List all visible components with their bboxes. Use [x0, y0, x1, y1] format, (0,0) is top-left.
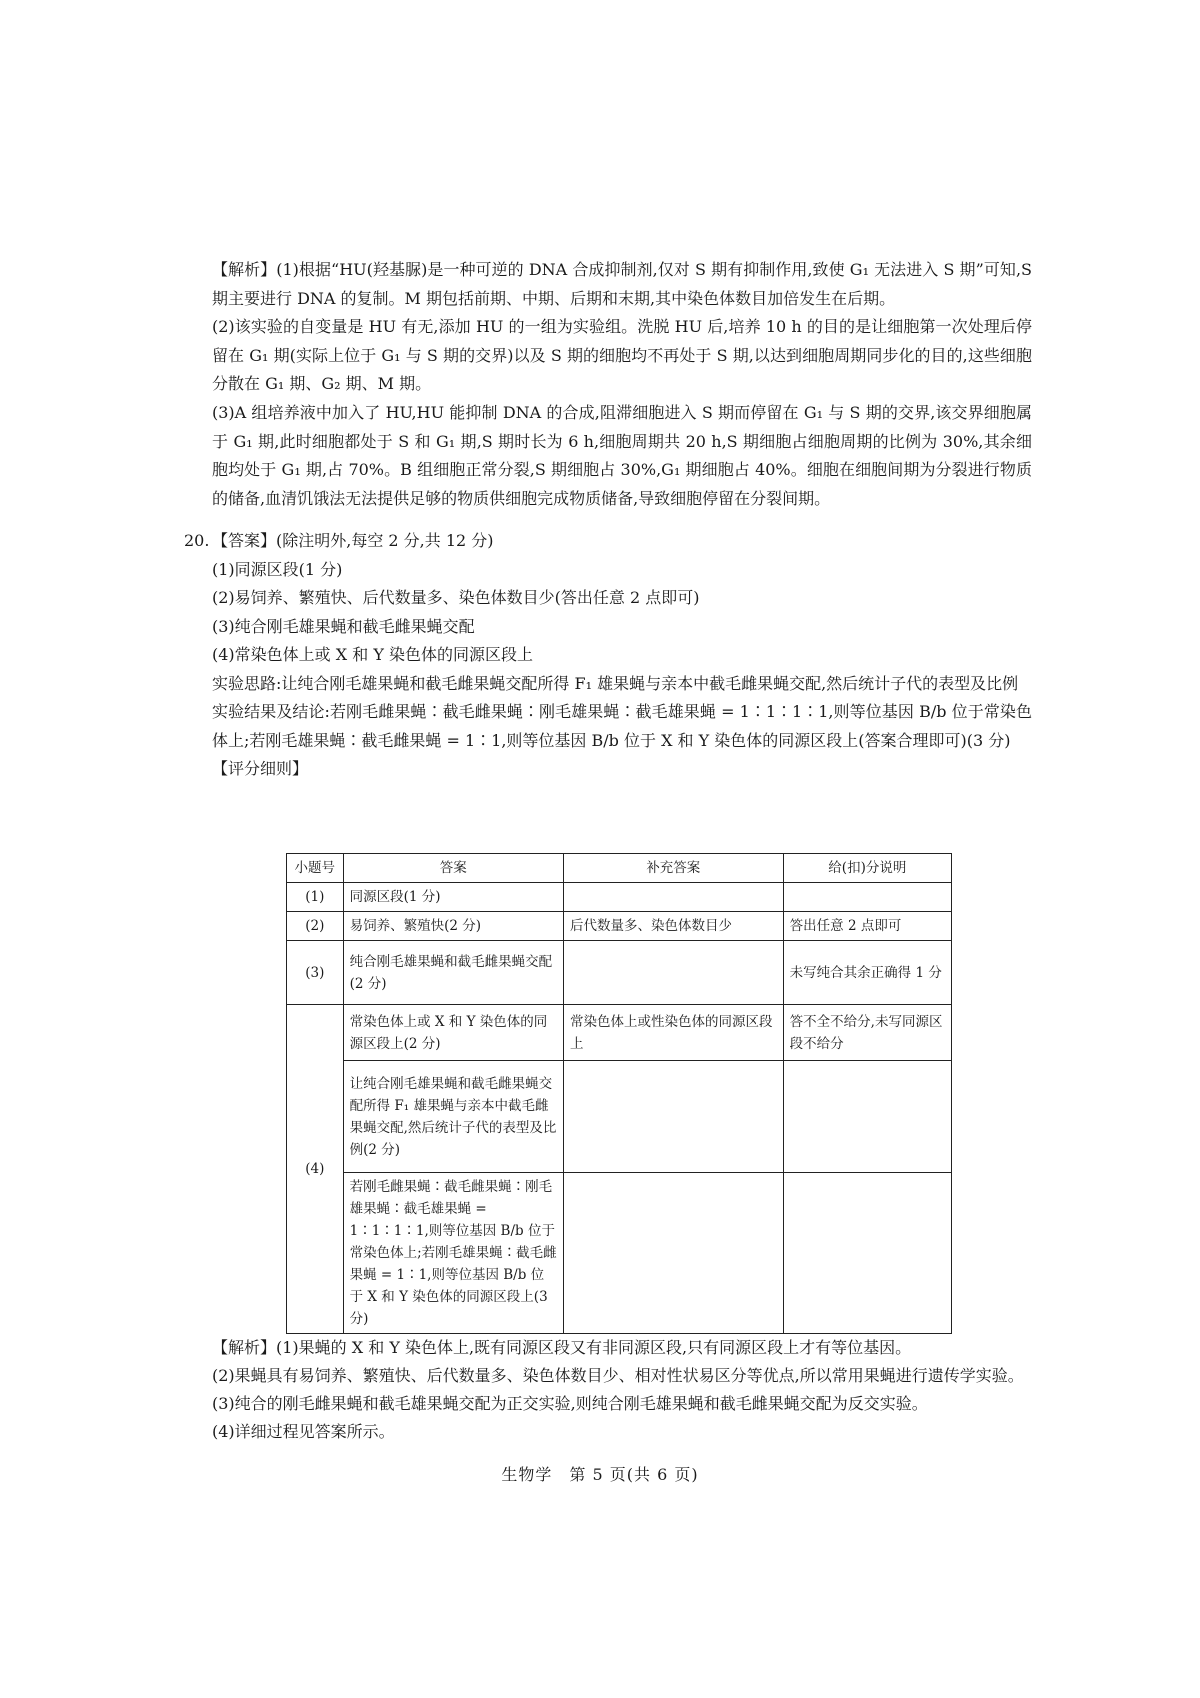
header-answer: 答案 — [343, 854, 563, 883]
row-note — [783, 1061, 951, 1173]
table-row — [287, 883, 952, 912]
table-header-row — [287, 854, 952, 883]
row-note: 答出任意 2 点即可 — [783, 912, 951, 941]
table-row — [287, 912, 952, 941]
row-answer: 同源区段(1 分) — [343, 883, 563, 912]
experiment-result: 实验结果及结论:若刚毛雌果蝇∶截毛雌果蝇∶刚毛雄果蝇∶截毛雄果蝇 = 1∶1∶1∶1,则等位基因 B/b 位于常染色体上;若刚毛雄果蝇∶截毛雌果蝇 = 1∶1,则等位基因 B/b 位于 X 和 Y 染色体的同源区段上(答案合理即可)(3 分) — [212, 702, 1032, 750]
row-answer: 若刚毛雌果蝇∶截毛雌果蝇∶刚毛雄果蝇∶截毛雄果蝇 = 1∶1∶1∶1,则等位基因 B/b 位于常染色体上;若刚毛雄果蝇∶截毛雌果蝇 = 1∶1,则等位基因 B/b 位于 X 和 Y 染色体的同源区段上(3 分) — [343, 1173, 563, 1334]
analysis-19-part3: (3)A 组培养液中加入了 HU,HU 能抑制 DNA 的合成,阻滞细胞进入 S 期而停留在 G₁ 与 S 期的交界,该交界细胞属于 G₁ 期,此时细胞都处于 S 和 G₁ 期,S 期时长为 6 h,细胞周期共 20 h,S 期细胞占细胞周期的比例为 30%,其余细胞均处于 G₁ 期,占 70%。B 组细胞正常分裂,S 期细胞占 30%,G₁ 期细胞占 40%。细胞在细胞间期为分裂进行物质的储备,血清饥饿法无法提供足够的物质供细胞完成物质储备,导致细胞停留在分裂间期。 — [212, 403, 1032, 508]
row-answer: 常染色体上或 X 和 Y 染色体的同源区段上(2 分) — [343, 1005, 563, 1061]
answer-1: (1)同源区段(1 分) — [212, 559, 343, 579]
experiment-idea: 实验思路:让纯合刚毛雄果蝇和截毛雌果蝇交配所得 F₁ 雄果蝇与亲本中截毛雌果蝇交配,然后统计子代的表型及比例 — [212, 673, 1019, 693]
row-supplement — [563, 1173, 783, 1334]
grading-table — [286, 853, 952, 1334]
row-answer: 纯合刚毛雄果蝇和截毛雌果蝇交配(2 分) — [343, 941, 563, 1005]
row-supplement — [563, 941, 783, 1005]
row-number: (3) — [287, 941, 344, 1005]
header-scoring-note: 给(扣)分说明 — [783, 854, 951, 883]
row-number: (2) — [287, 912, 344, 941]
row-note: 未写纯合其余正确得 1 分 — [783, 941, 951, 1005]
row-note — [783, 1173, 951, 1334]
answer-heading: 【答案】(除注明外,每空 2 分,共 12 分) — [212, 531, 494, 550]
question-20 — [184, 527, 1044, 784]
analysis-19-part2: (2)该实验的自变量是 HU 有无,添加 HU 的一组为实验组。洗脱 HU 后,培养 10 h 的目的是让细胞第一次处理后停留在 G₁ 期(实际上位于 G₁ 与 S 期的交界)以及 S 期的细胞均不再处于 S 期,以达到细胞周期同步化的目的,这些细胞分散在 G₁ 期、G₂ 期、M 期。 — [212, 317, 1032, 393]
table-row — [287, 1005, 952, 1061]
answer-2: (2)易饲养、繁殖快、后代数量多、染色体数目少(答出任意 2 点即可) — [212, 588, 700, 607]
table-row — [287, 1173, 952, 1334]
table-row — [287, 941, 952, 1005]
row-supplement: 后代数量多、染色体数目少 — [563, 912, 783, 941]
rubric-heading: 【评分细则】 — [212, 759, 309, 778]
row-note: 答不全不给分,未写同源区段不给分 — [783, 1005, 951, 1061]
analysis-20-part2: (2)果蝇具有易饲养、繁殖快、后代数量多、染色体数目少、相对性状易区分等优点,所以常用果蝇进行遗传学实验。 — [212, 1366, 1024, 1385]
header-question-no: 小题号 — [287, 854, 344, 883]
answer-3: (3)纯合刚毛雄果蝇和截毛雌果蝇交配 — [212, 616, 475, 636]
row-supplement: 常染色体上或性染色体的同源区段上 — [563, 1005, 783, 1061]
table-row — [287, 1061, 952, 1173]
analysis-20-part1: 【解析】(1)果蝇的 X 和 Y 染色体上,既有同源区段又有非同源区段,只有同源区段上才有等位基因。 — [212, 1338, 912, 1357]
row-answer: 易饲养、繁殖快(2 分) — [343, 912, 563, 941]
row-note — [783, 883, 951, 912]
analysis-20-part4: (4)详细过程见答案所示。 — [212, 1422, 395, 1441]
row-supplement — [563, 1061, 783, 1173]
header-supplement: 补充答案 — [563, 854, 783, 883]
page-footer: 生物学 第 5 页(共 6 页) — [501, 1465, 699, 1484]
question-number: 20. — [184, 531, 210, 550]
row-supplement — [563, 883, 783, 912]
analysis-20-part3: (3)纯合的刚毛雌果蝇和截毛雄果蝇交配为正交实验,则纯合刚毛雄果蝇和截毛雌果蝇交配为反交实验。 — [212, 1394, 928, 1413]
row-number: (1) — [287, 883, 344, 912]
row-number: (4) — [287, 1005, 344, 1334]
analysis-19-part1: 【解析】(1)根据“HU(羟基脲)是一种可逆的 DNA 合成抑制剂,仅对 S 期有抑制作用,致使 G₁ 无法进入 S 期”可知,S 期主要进行 DNA 的复制。M 期包括前期、中期、后期和末期,其中染色体数目加倍发生在后期。 — [212, 260, 1032, 308]
answer-4: (4)常染色体上或 X 和 Y 染色体的同源区段上 — [212, 645, 533, 664]
row-answer: 让纯合刚毛雄果蝇和截毛雌果蝇交配所得 F₁ 雄果蝇与亲本中截毛雌果蝇交配,然后统计子代的表型及比例(2 分) — [343, 1061, 563, 1173]
